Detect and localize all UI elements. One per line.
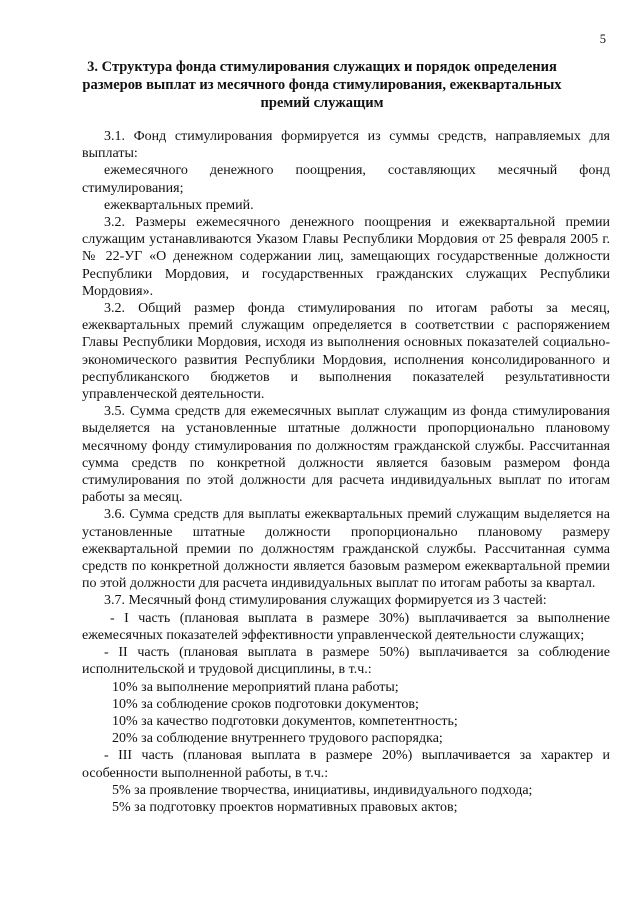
part-two: - II часть (плановая выплата в размере 50%) выплачивается за соблюдение исполнительской и трудовой дисциплины, в т.ч.: (82, 645, 610, 678)
part-two-item-quality: 10% за качество подготовки документов, компетентность; (112, 713, 458, 729)
part-two-item-discipline: 20% за соблюдение внутреннего трудового распорядка; (112, 731, 443, 747)
part-two-item-deadlines: 10% за соблюдение сроков подготовки документов; (112, 696, 419, 712)
paragraph-3-6: 3.6. Сумма средств для выплаты ежеквартальных премий служащим выделяется на установленные штатные должности пропорционально плановому размеру ежеквартальной премии по должностям гражданской службы. Рассчитанная сумма средств по конкретной должности является базовым размером ежеквартальной премии по этой должности для расчета индивидуальных выплат по итогам работы за квартал. (82, 507, 610, 592)
list-item-quarterly-bonus: ежеквартальных премий. (104, 197, 254, 213)
part-one: - I часть (плановая выплата в размере 30%) выплачивается за выполнение ежемесячных показателей эффективности управленческой деятельности служащих; (82, 610, 610, 643)
paragraph-3-7: 3.7. Месячный фонд стимулирования служащих формируется из 3 частей: (104, 593, 547, 609)
part-three: - III часть (плановая выплата в размере 20%) выплачивается за характер и особенности выполненной работы, в т.ч.: (82, 748, 610, 781)
page-number: 5 (599, 32, 606, 46)
part-three-item-drafts: 5% за подготовку проектов нормативных правовых актов; (112, 799, 458, 815)
document-body (82, 128, 610, 816)
paragraph-3-2-a: 3.2. Размеры ежемесячного денежного поощрения и ежеквартальной премии служащим устанавливаются Указом Главы Республики Мордовия от 25 февраля 2005 г. № 22-УГ «О денежном содержании лиц, замещающих государственные должности Республики Мордовия, и государственных гражданских служащих Республики Мордовия». (82, 215, 610, 299)
paragraph-3-5: 3.5. Сумма средств для ежемесячных выплат служащим из фонда стимулирования выделяется на установленные штатные должности пропорционально плановому месячному фонду стимулирования по должностям гражданской службы. Рассчитанная сумма средств по конкретной должности является базовым размером фонда стимулирования по этой должности для расчета индивидуальных выплат по итогам работы за месяц. (82, 404, 610, 506)
part-two-item-plan: 10% за выполнение мероприятий плана работы; (112, 679, 399, 695)
section-heading: 3. Структура фонда стимулирования служащих и порядок определения размеров выплат из месячного фонда стимулирования, ежеквартальных премий служащим (82, 59, 562, 111)
paragraph-3-2-b: 3.2. Общий размер фонда стимулирования по итогам работы за месяц, ежеквартальных премий служащим определяется в соответствии с распоряжением Главы Республики Мордовия, исходя из выполнения основных показателей социально-экономического развития Республики Мордовия, исполнения консолидированного и республиканского бюджетов и выполнения показателей результативности управленческой деятельности. (82, 301, 610, 403)
list-item-monthly-bonus: ежемесячного денежного поощрения, составляющих месячный фонд стимулирования; (82, 163, 610, 196)
paragraph-3-1: 3.1. Фонд стимулирования формируется из суммы средств, направляемых для выплаты: (82, 129, 610, 162)
part-three-item-creativity: 5% за проявление творчества, инициативы, индивидуального подхода; (112, 782, 533, 798)
